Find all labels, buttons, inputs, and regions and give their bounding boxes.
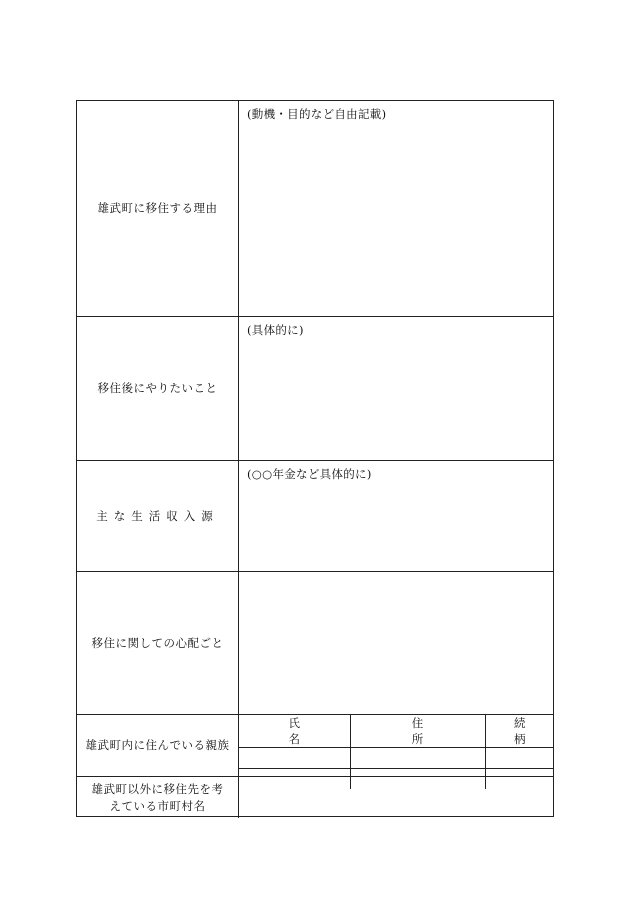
row-relatives: [77, 715, 553, 777]
plans-label: 移住後にやりたいこと: [77, 317, 239, 460]
relocation-form: [76, 100, 554, 817]
concerns-field[interactable]: [239, 572, 553, 714]
income-hint: (○○年金など具体的に): [247, 467, 372, 481]
relatives-table-wrap: [239, 715, 553, 776]
reason-field[interactable]: [239, 101, 553, 316]
header-relationship: 続柄: [485, 715, 554, 748]
relatives-label: 雄武町内に住んでいる親族: [77, 715, 239, 776]
plans-field[interactable]: [239, 317, 553, 460]
reason-label: 雄武町に移住する理由: [77, 101, 239, 316]
other-municipality-field[interactable]: [239, 777, 553, 818]
header-name: 氏名: [239, 715, 350, 748]
concerns-label: 移住に関しての心配ごと: [77, 572, 239, 714]
relative-name-cell[interactable]: [239, 748, 350, 769]
income-field[interactable]: [239, 461, 553, 571]
row-plans: [77, 317, 553, 461]
reason-hint: (動機・目的など自由記載): [247, 107, 387, 121]
table-row: [239, 748, 554, 769]
income-label: 主な生活収入源: [77, 461, 239, 571]
relatives-table-header: [239, 715, 554, 748]
row-reason: [77, 101, 553, 317]
other-municipality-label: [77, 777, 239, 818]
row-other-municipality: [77, 777, 553, 818]
other-municipality-label-text: 雄武町以外に移住先を考えている市町村名: [91, 781, 224, 813]
row-income: [77, 461, 553, 572]
relative-address-cell[interactable]: [350, 748, 485, 769]
header-address: 住所: [350, 715, 485, 748]
row-concerns: [77, 572, 553, 715]
relative-relationship-cell[interactable]: [485, 748, 554, 769]
plans-hint: (具体的に): [247, 323, 304, 337]
